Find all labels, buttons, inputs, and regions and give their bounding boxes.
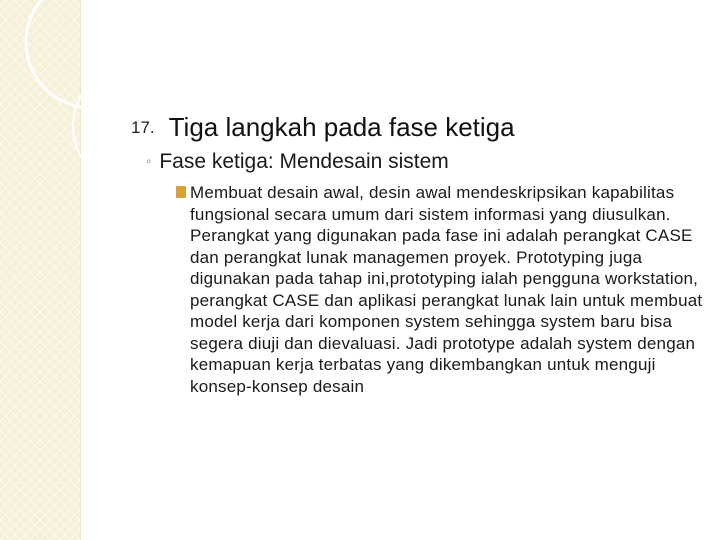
sub-bullet: [146, 150, 449, 174]
body-bullet: [176, 182, 704, 397]
body-text: Membuat desain awal, desin awal mendeskripsikan kapabilitas fungsional secara umum dari sistem informasi yang diusulkan. Perangkat yang digunakan pada fase ini adalah perangkat CASE dan perangkat lunak managemen proyek. Prototyping juga digunakan pada tahap ini,prototyping ialah pengguna workstation, perangkat CASE dan aplikasi perangkat lunak lain untuk membuat model kerja dari komponen system sehingga system baru bisa segera diuji dan dievaluasi. Jadi prototype adalah system dengan kemapuan kerja terbatas yang dikembangkan untuk menguji konsep-konsep desain: [190, 183, 703, 396]
heading-number: 17.: [131, 118, 155, 137]
sub-bullet-marker: ◦: [146, 153, 152, 170]
sub-bullet-text: Fase ketiga: Mendesain sistem: [159, 150, 449, 173]
slide-heading: [131, 112, 515, 143]
heading-text: Tiga langkah pada fase ketiga: [168, 112, 515, 142]
bullet-square-icon: [176, 186, 186, 198]
